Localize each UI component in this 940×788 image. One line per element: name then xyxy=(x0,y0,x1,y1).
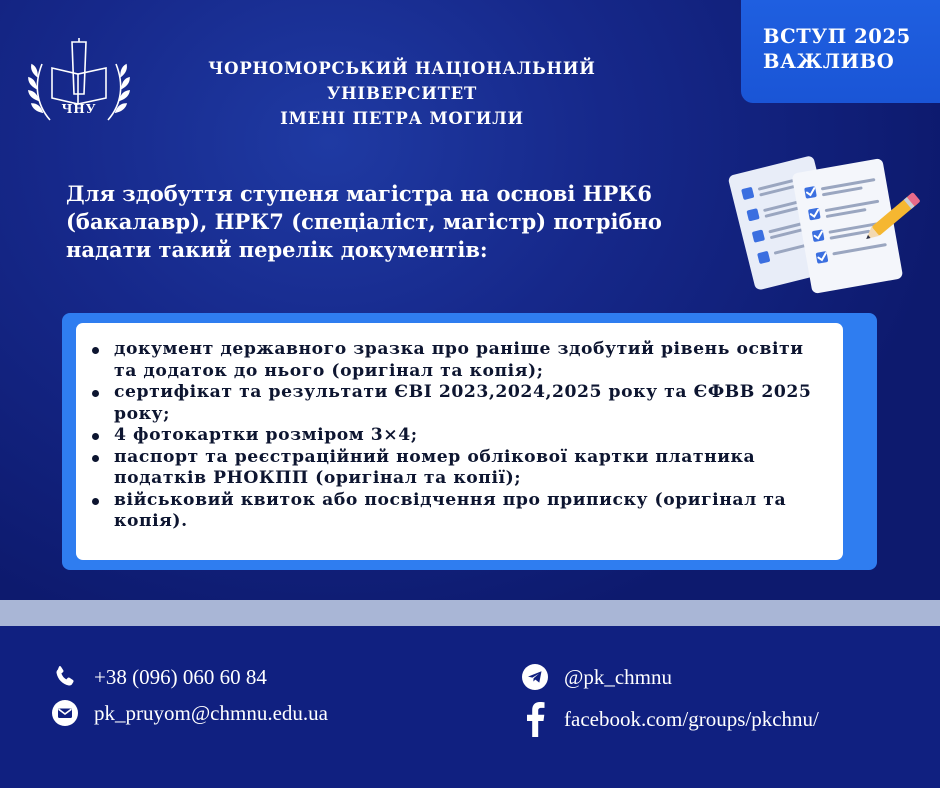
facebook-contact[interactable] xyxy=(520,704,819,734)
logo-abbreviation: ЧНУ xyxy=(61,102,97,116)
university-name xyxy=(134,56,670,131)
requirement-text: документ державного зразка про раніше здобутий рівень освіти та додаток до нього (оригінал та копія); xyxy=(114,339,804,381)
phone-number: +38 (096) 060 60 84 xyxy=(94,664,267,689)
requirement-item xyxy=(92,339,823,382)
email-contact[interactable] xyxy=(50,698,328,728)
phone-icon xyxy=(50,662,80,692)
bullet-icon xyxy=(92,347,99,354)
bullet-icon xyxy=(92,498,99,505)
university-name-line1: ЧОРНОМОРСЬКИЙ НАЦІОНАЛЬНИЙ УНІВЕРСИТЕТ xyxy=(208,59,596,103)
requirement-item xyxy=(92,447,823,490)
page-headline: Для здобуття ступеня магістра на основі НРК6 (бакалавр), НРК7 (спеціаліст, магістр) потрібно надати такий перелік документів: xyxy=(66,181,662,262)
bullet-icon xyxy=(92,433,99,440)
requirement-text: 4 фотокартки розміром 3×4; xyxy=(114,425,418,445)
university-name-line2: ІМЕНІ ПЕТРА МОГИЛИ xyxy=(280,109,524,128)
badge-year: ВСТУП 2025 xyxy=(763,25,911,48)
requirements-card xyxy=(76,323,843,560)
admission-badge xyxy=(741,0,940,103)
divider-band xyxy=(0,600,940,626)
bullet-icon xyxy=(92,390,99,397)
facebook-link: facebook.com/groups/pkchnu/ xyxy=(564,706,819,731)
phone-contact[interactable] xyxy=(50,662,267,692)
requirement-item xyxy=(92,382,823,425)
badge-important: ВАЖЛИВО xyxy=(763,50,895,73)
facebook-icon xyxy=(520,704,550,734)
email-address: pk_pruyom@chmnu.edu.ua xyxy=(94,700,328,725)
bullet-icon xyxy=(92,455,99,462)
requirement-text: паспорт та реєстраційний номер облікової картки платника податків РНОКПП (оригінал та копії); xyxy=(114,446,756,488)
requirement-text: сертифікат та результати ЄВІ 2023,2024,2025 року та ЄФВВ 2025 року; xyxy=(114,382,812,424)
telegram-contact[interactable] xyxy=(520,662,672,692)
telegram-icon xyxy=(520,662,550,692)
requirement-text: військовий квиток або посвідчення про приписку (оригінал та копія). xyxy=(114,489,787,531)
email-icon xyxy=(50,698,80,728)
telegram-handle: @pk_chmnu xyxy=(564,664,672,689)
requirements-list xyxy=(92,339,823,533)
checklist-icon xyxy=(722,140,932,300)
requirement-item xyxy=(92,490,823,533)
documents-checklist-illustration xyxy=(722,140,932,300)
requirement-item xyxy=(92,425,823,447)
